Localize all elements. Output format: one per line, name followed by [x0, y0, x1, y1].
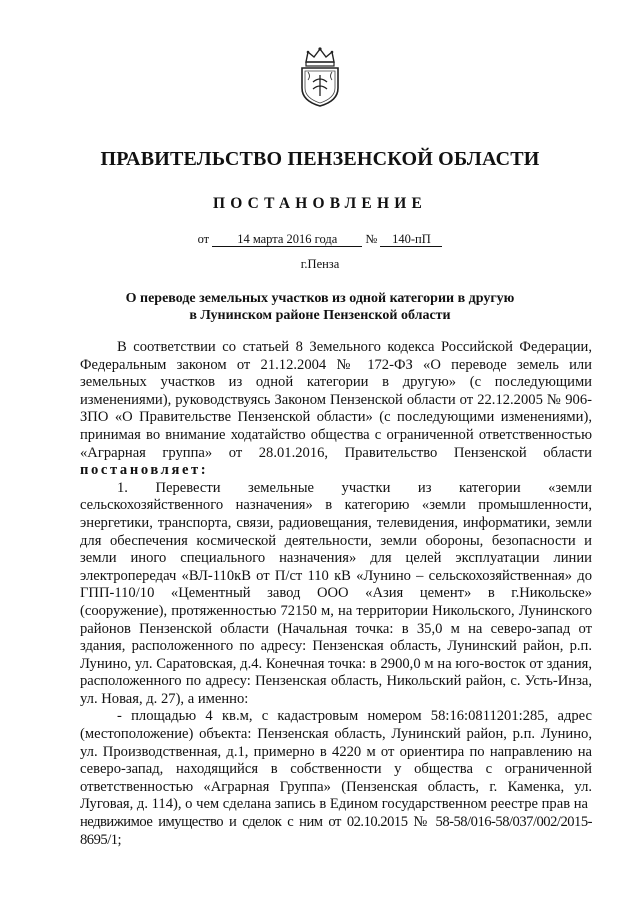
subitem-1-paragraph: - площадью 4 кв.м, с кадастровым номером 58:16:0811201:285, адрес (местоположение) объекта: Пензенская область, Лунинский район, р.п. Лунино, ул. Производственная, д.1, примерно в 4220 м от ориентира по направлению на северо-запад, находящийся в собственности у общества с ограниченной ответственностью «Аграрная Группа» (Пензенская область, г. Каменка, ул. Луговая, д. 114), о чем сделана запись в Едином государственном реестре прав на	[80, 708, 592, 813]
number-prefix: №	[365, 232, 378, 246]
date-number-line	[0, 232, 640, 247]
document-subject	[80, 290, 560, 324]
preamble-text: В соответствии со статьей 8 Земельного кодекса Российской Федерации, Федеральным законом от 21.12.2004 № 172-ФЗ «О переводе земель или земельных участков из одной категории в другую» (с последующими изменениями), руководствуясь Законом Пензенской области от 22.12.2005 № 906-ЗПО «О Правительстве Пензенской области» (с последующими изменениями), принимая во внимание ходатайство общества с ограниченной ответственностью «Аграрная группа» от 28.01.2016, Правительство Пензенской области	[80, 339, 592, 461]
subitem-1-ending: недвижимое имущество и сделок с ним от 02.10.2015 № 58-58/016-58/037/002/2015-8695/1;	[80, 814, 592, 848]
city: г.Пенза	[300, 257, 340, 271]
preamble-paragraph	[80, 339, 592, 480]
document-date: 14 марта 2016 года	[212, 232, 362, 247]
document-number: 140-пП	[380, 232, 442, 247]
document-body	[80, 339, 592, 849]
document-type: ПОСТАНОВЛЕНИЕ	[212, 195, 428, 212]
government-name: ПРАВИТЕЛЬСТВО ПЕНЗЕНСКОЙ ОБЛАСТИ	[100, 148, 540, 170]
item-1-paragraph: 1. Перевести земельные участки из категории «земли сельскохозяйственного назначения» в категорию «земли промышленности, энергетики, транспорта, связи, радиовещания, телевидения, информатики, земли для обеспечения космической деятельности, земли обороны, безопасности и земли иного специального назначения» для целей эксплуатации линии электропередач «ВЛ-110кВ от П/ст 110 кВ «Лунино – сельскохозяйственная» до ГПП-110/10 «Цементный завод ООО «Азия цемент» в г.Никольске» (сооружение), протяженностью 72150 м, на территории Никольского, Лунинского районов Пензенской области (Начальная точка: в 35,0 м на северо-запад от здания, расположенного по адресу: Пензенская область, Лунинский район, р.п. Лунино, ул. Саратовская, д.4. Конечная точка: в 2900,0 м на юго-восток от здания, расположенного по адресу: Пензенская область, Никольский район, с. Усть-Инза, ул. Новая, д. 27), а именно:	[80, 479, 592, 707]
resolves-word: постановляет:	[80, 462, 209, 479]
date-prefix: от	[197, 232, 210, 246]
subject-line-1: О переводе земельных участков из одной категории в другую	[125, 291, 515, 306]
penza-coat-of-arms-icon	[294, 46, 346, 108]
subject-line-2: в Лунинском районе Пензенской области	[189, 308, 451, 323]
